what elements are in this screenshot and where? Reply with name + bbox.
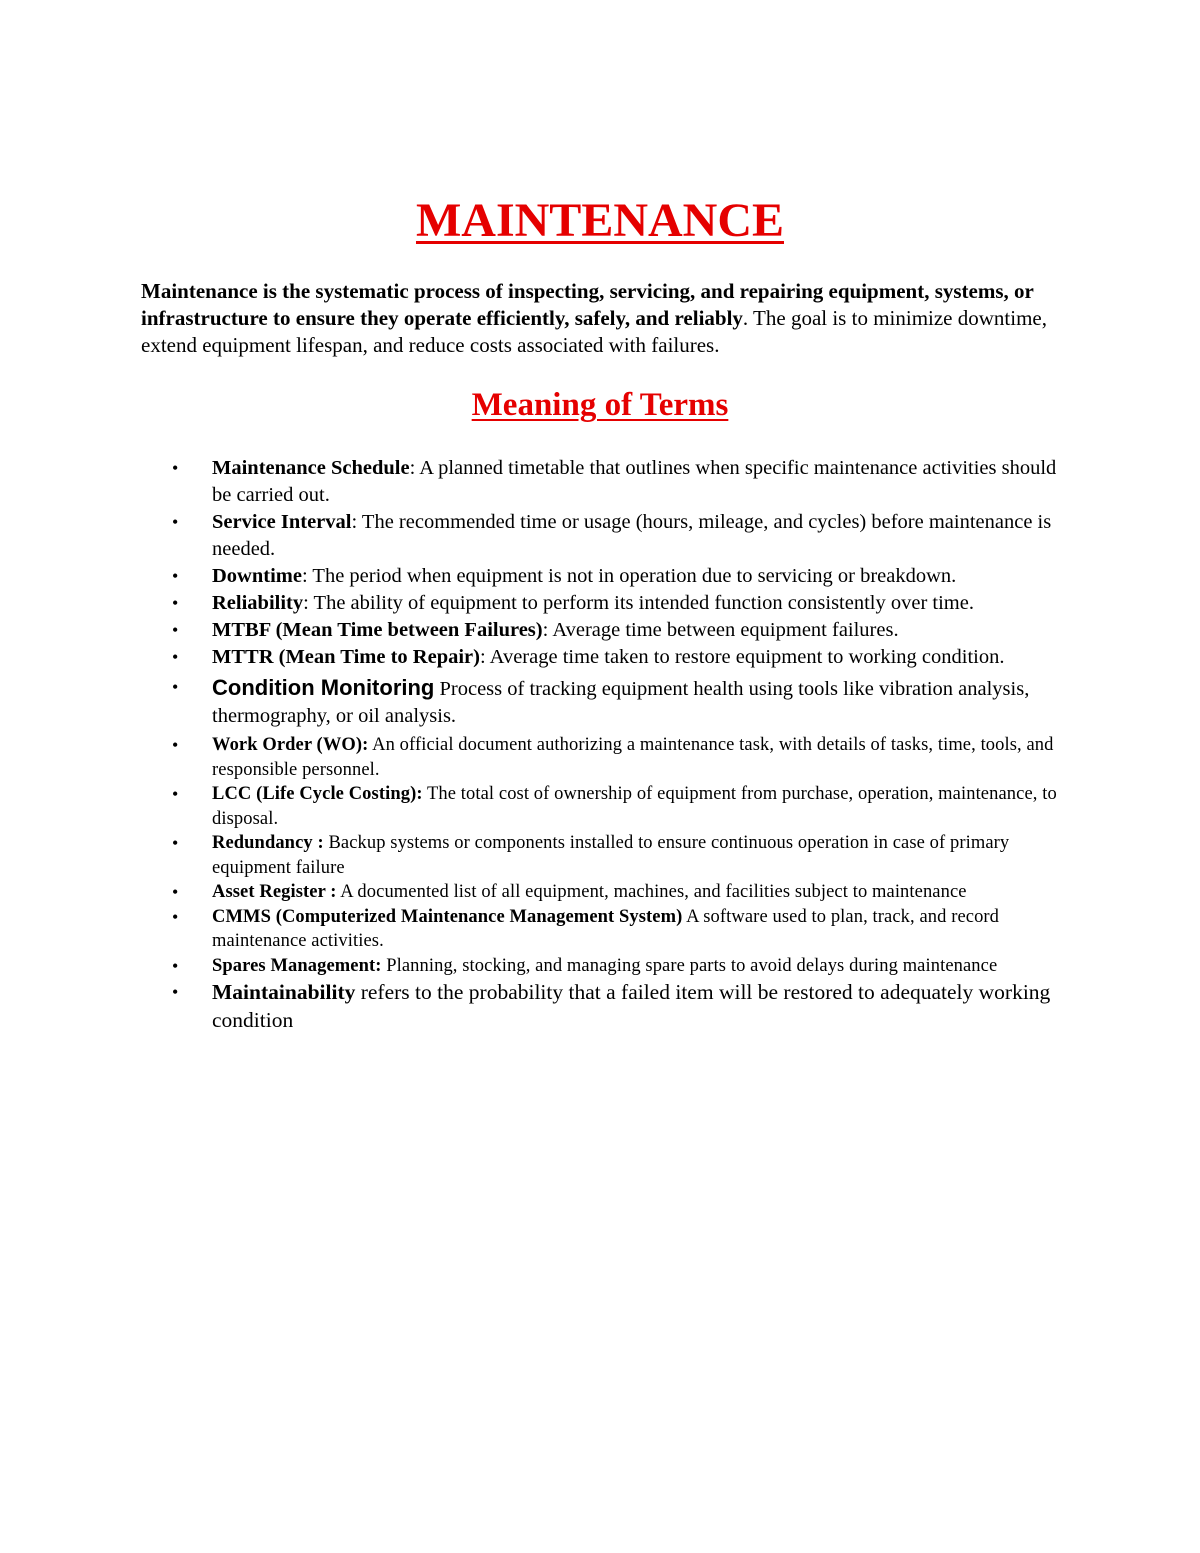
terms-list <box>0 455 1200 1034</box>
term-definition: refers to the probability that a failed item will be restored to adequately working condition <box>212 980 1051 1032</box>
bullet-icon: • <box>172 882 179 902</box>
term-definition: Backup systems or components installed to ensure continuous operation in case of primary equipment failure <box>212 833 1010 878</box>
term-definition: : Average time taken to restore equipment to working condition. <box>479 646 1005 668</box>
page-title: MAINTENANCE <box>415 194 784 247</box>
term-name: Downtime <box>212 565 302 587</box>
bullet-icon: • <box>172 677 179 697</box>
term-name: Asset Register : <box>212 882 337 902</box>
term-name: Redundancy : <box>212 833 324 853</box>
term-name: Maintainability <box>212 980 356 1004</box>
section-title: Meaning of Terms <box>471 387 729 423</box>
term-definition: The total cost of ownership of equipment from purchase, operation, maintenance, to disposal. <box>212 784 1057 829</box>
list-item <box>0 674 1072 730</box>
bullet-icon: • <box>172 647 179 667</box>
term-definition: A software used to plan, track, and record maintenance activities. <box>212 906 1000 951</box>
term-name: Reliability <box>212 592 304 614</box>
term-name: Work Order (WO): <box>212 735 369 755</box>
list-item <box>0 782 1072 831</box>
list-item <box>0 590 1072 617</box>
term-name: CMMS (Computerized Maintenance Management System) <box>212 906 683 927</box>
bullet-icon: • <box>172 955 179 976</box>
list-item <box>0 978 1072 1034</box>
list-item <box>0 644 1072 671</box>
bullet-icon: • <box>172 620 179 640</box>
term-name: Service Interval <box>212 511 352 533</box>
intro-bold-text: Maintenance is the systematic process of inspecting, servicing, and repairing equipment, systems, or infrastructure to ensure they operate efficiently, safely, and reliably <box>141 279 1034 330</box>
term-definition: Planning, stocking, and managing spare parts to avoid delays during maintenance <box>381 955 998 976</box>
list-item <box>0 831 1072 880</box>
term-definition: A documented list of all equipment, machines, and facilities subject to maintenance <box>336 882 967 902</box>
term-name: Spares Management: <box>212 955 382 976</box>
term-definition: An official document authorizing a maintenance task, with details of tasks, time, tools, and responsible personnel. <box>212 735 1054 780</box>
intro-text: . The goal is to minimize downtime, extend equipment lifespan, and reduce costs associated with failures. <box>141 306 1047 357</box>
bullet-icon: • <box>172 735 179 755</box>
list-item <box>0 617 1072 644</box>
bullet-icon: • <box>172 784 179 804</box>
term-definition: : The recommended time or usage (hours, mileage, and cycles) before maintenance is needed. <box>212 511 1052 560</box>
term-name: MTBF (Mean Time between Failures) <box>212 619 543 641</box>
intro-paragraph <box>141 278 1081 359</box>
term-definition: : Average time between equipment failures. <box>542 619 899 641</box>
term-name: Condition Monitoring <box>212 675 435 700</box>
list-item <box>0 563 1072 590</box>
list-item <box>0 880 1072 905</box>
list-item <box>0 509 1072 563</box>
bullet-icon: • <box>172 512 179 532</box>
term-definition: : The period when equipment is not in operation due to servicing or breakdown. <box>301 565 957 587</box>
term-name: MTTR (Mean Time to Repair) <box>212 646 480 668</box>
bullet-icon: • <box>172 566 179 586</box>
list-item <box>0 905 1072 954</box>
term-definition: : A planned timetable that outlines when specific maintenance activities should be carried out. <box>212 457 1057 506</box>
list-item <box>0 954 1072 979</box>
bullet-icon: • <box>172 593 179 613</box>
list-item <box>0 455 1072 509</box>
term-definition: Process of tracking equipment health using tools like vibration analysis, thermography, or oil analysis. <box>212 678 1030 727</box>
bullet-icon: • <box>172 982 179 1002</box>
term-definition: : The ability of equipment to perform its intended function consistently over time. <box>303 592 974 614</box>
bullet-icon: • <box>172 458 179 478</box>
term-name: LCC (Life Cycle Costing): <box>212 784 423 804</box>
list-item <box>0 733 1072 782</box>
term-name: Maintenance Schedule <box>212 457 410 479</box>
bullet-icon: • <box>172 906 179 927</box>
bullet-icon: • <box>172 833 179 853</box>
